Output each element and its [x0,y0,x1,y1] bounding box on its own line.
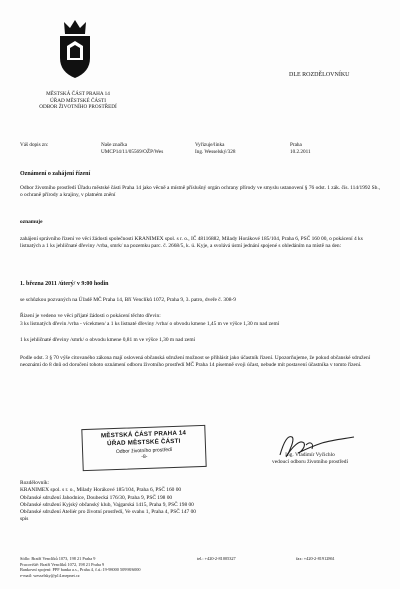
meeting-place: se schůzkou pozvaných na Úřadě MČ Praha 14, Bří Venclíků 1072, Praha 9, 3. patro, dveře č. 308-9 [20,297,236,303]
stamp-line: MĚSTSKÁ ČÁST PRAHA 14 [100,429,187,440]
handled-value: Ing. Wesselský/328 [195,148,236,155]
office-line: ÚŘAD MĚSTSKÉ ČÁSTI [50,97,106,104]
distribution-note: DLE ROZDĚLOVNÍKU [289,72,350,78]
place-label: Praha [290,142,302,148]
footer-workplace: Pracoviště: Bratří Venclíků 1072, 198 21 Praha 9 [20,561,105,567]
footer-bank: Bankovní spojení: PPF banka a.s., Praha 4, č.ú.:19-98000 50998/6000 [20,567,141,573]
footer-fax: fax: +420-2-81912861 [296,556,335,561]
announces-heading: oznamuje [20,219,43,225]
distribution-list [20,480,382,524]
stamp-line: Odbor životního prostředí [115,447,173,456]
commencement-paragraph: zahájení správního řízení ve věci žádosti společnosti KRANIMEX spol. s r. o., IČ 48116882, Milady Horákové 185/104, Praha 6, PSČ 160 00, o pokácení 4 ks listnatých a 1 ks jehličnaté dřeviny /vrba, smrk/ na pozemku parc. č. 2668/5, k. ú. Kyje, a svolává ústní jednání spojené s ohledáním na místě na den: [20,236,363,249]
distribution-item: Občanské sdružení Jahodnice, Doubecká 176/30, Praha 9, PSČ 198 00 [20,494,173,501]
our-ref-value: UMCP14/11/05569/OŽP/Wes [101,148,164,155]
issuing-office [28,91,128,111]
your-letter-label: Váš dopis zn: [20,142,49,148]
footer-email: e-mail: wesselsky@p14.mepnet.cz [20,572,80,578]
official-stamp [81,425,206,471]
footer-phone: tel.: +420-2-81005327 [197,556,236,561]
coat-of-arms-icon [56,18,94,80]
our-reference [101,142,163,156]
handled-by [195,142,235,156]
our-ref-label: Naše značka [101,142,128,148]
distribution-heading: Rozdělovník: [20,480,50,486]
distribution-item: Občanské sdružení Kyjský občanský klub, Vajgarská 1415, Praha 9, PSČ 198 00 [20,501,194,508]
intro-paragraph: Odbor životního prostředí Úřadu městské části Praha 14 jako věcně a místně příslušný orgán ochrany přírody ve smyslu ustanovení § 76 odst. 1 zák. čís. 114/1992 Sb., o ochraně přírody a krajiny, v platném znění [20,185,381,198]
footer-address [20,556,141,578]
distribution-item: spis [20,516,29,523]
signer-role: vedoucí odboru životního prostředí [272,458,348,465]
signer-block [256,452,364,466]
meeting-date: 1. března 2011 /úterý/ v 9:00 hodin [20,281,109,287]
place-date [290,142,311,156]
handled-label: Vyřizuje/linka [195,142,225,148]
trees-item-2: 1 ks jehličnaté dřeviny /smrk/ o obvodu kmene 0,81 m ve výšce 1,30 m nad zemí [20,337,196,343]
distribution-item: Občanské sdružení Ateliér pro životní prostředí, Ve svahu 1, Praha 4, PSČ 147 00 [20,509,196,516]
stamp-line: -8- [141,454,148,461]
office-line: MĚSTSKÁ ČÁST PRAHA 14 [46,91,110,97]
notice-paragraph: Podle odst. 3 § 70 výše citovaného zákona mají oslovená občanská sdružení možnost se přihlásit jako účastník řízení. Upozorňujeme, že pokud občanské sdružení neoznámí do 8 dnů od doručení tohoto oznámení odboru životního prostředí MČ Praha 14 písemně svoji účast, nebude mít postavení účastníka v tomto řízení. [20,355,371,368]
signer-name: Ing. Vladimír Vyčichlo [285,452,335,458]
distribution-item: KRANIMEX spol. s r. o., Milady Horákové 185/104, Praha 6, PSČ 160 00 [20,487,182,494]
conducted-text: Řízení je vedeno ve věci přijaté žádosti o pokácení těchto dřevin: [20,313,161,319]
stamp-line: ÚŘAD MĚSTSKÉ ČÁSTI [106,437,181,447]
document-title: Oznámení o zahájení řízení [20,171,91,177]
office-line: ODBOR ŽIVOTNÍHO PROSTŘEDÍ [39,104,117,110]
date-value: 10.2.2011 [290,148,311,155]
footer-seat: Sídlo: Bratří Venclíků 1073, 198 21 Praha 9 [20,556,96,561]
trees-item-1: 3 ks listnatých dřevin /vrba - vícekmen/ a 1 ks listnaté dřeviny /vrba/ o obvodu kmene 1,45 m ve výšce 1,30 m nad zemí [20,321,280,327]
